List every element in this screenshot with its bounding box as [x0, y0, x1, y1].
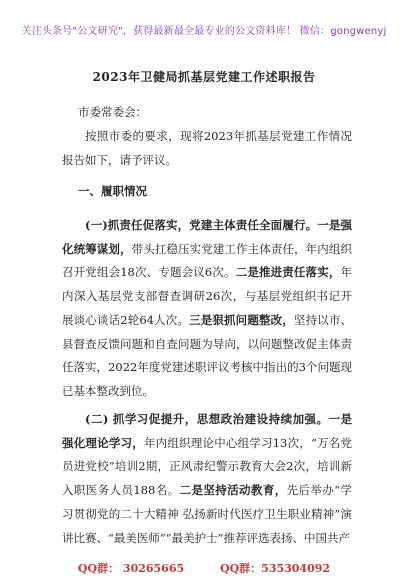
paragraph-responsibility [62, 214, 352, 404]
intro-paragraph: 按照市委的要求，现将2023年抓基层党建工作情况报告如下，请予评议。 [62, 129, 352, 167]
paragraph-text: 带头扛稳压实党建工作主体责任，年内组织召开党组会18次、专题会议6次。 [62, 241, 352, 280]
qq-group-1: QQ群： 30265665 [77, 562, 185, 575]
paragraph-text: 坚持以市、县督查反馈问题和自查问题为导向，以问题整改促主体责任落实，2022年度党建述职评议考核中指出的3个问题现已基本整改到位。 [62, 312, 353, 398]
paragraph-point: 二是坚持活动教育， [179, 483, 287, 498]
footer-qq-groups [0, 560, 408, 576]
paragraph-study [62, 408, 352, 550]
header-note: 关注头条号"公文研究"，获得最新最全最专业的公文资料库！ 微信：gongwenyj [21, 26, 387, 37]
paragraph-text: 先后举办“学习贯彻党的二十大精神 弘扬新时代医疗卫生职业精神”演讲比赛、“最美医师”“最美护士”推荐评选表扬、中国共产 [62, 483, 353, 545]
paragraph-lead: (二) 抓学习促提升，思想政治建设持续加强。一是强化理论学习， [62, 412, 352, 450]
salutation: 市委常委会： [78, 105, 147, 119]
paragraph-text: 年内组织理论中心组学习13次，“万名党员进党校”培训2期，正风肃纪警示教育大会2次，培训新入职医务人员188名。 [62, 435, 352, 498]
paragraph-point: 二是推进责任落实， [235, 265, 341, 280]
paragraph-lead: (一)抓责任促落实，党建主体责任全面履行。一是强化统筹谋划， [62, 218, 352, 256]
section-heading: 一、履职情况 [78, 184, 147, 198]
paragraph-text: 年内深入基层党支部督查调研26次，与基层党组织书记开展谈心谈话2轮64人次。 [62, 265, 353, 327]
qq-group-2: QQ群：535304092 [220, 562, 331, 575]
paragraph-point: 三是狠抓问题整改， [189, 312, 294, 327]
document-title: 2023年卫健局抓基层党建工作述职报告 [92, 70, 316, 84]
